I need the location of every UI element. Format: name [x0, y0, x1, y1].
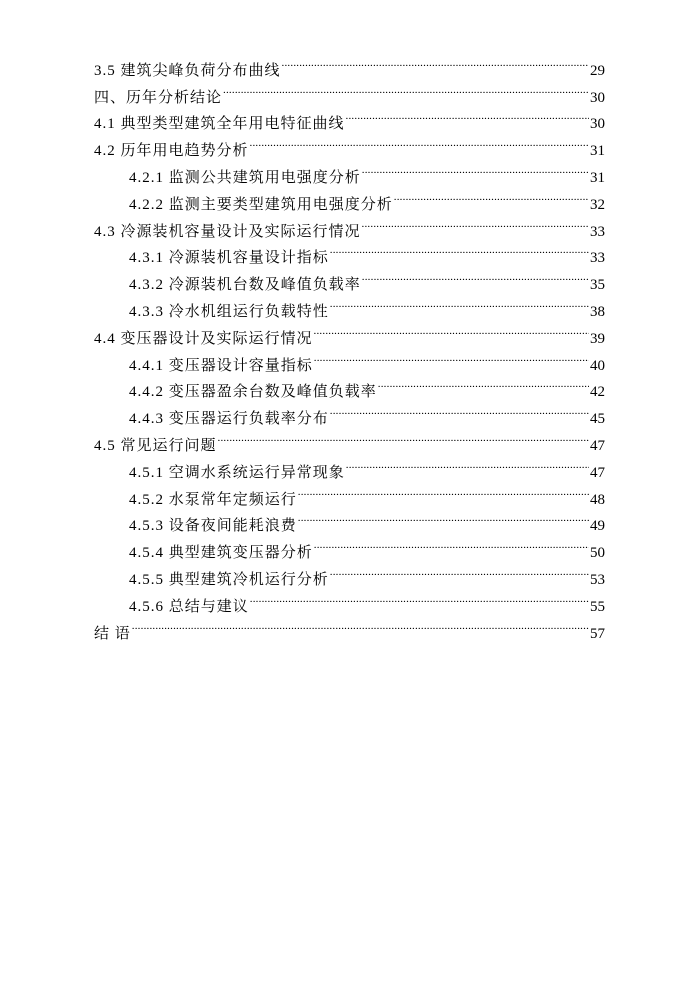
toc-entry-page: 47: [590, 437, 605, 454]
toc-entry-page: 57: [590, 625, 605, 642]
toc-entry-title: 4.3.2 冷源装机台数及峰值负载率: [129, 277, 361, 294]
toc-entry-title: 4.5.1 空调水系统运行异常现象: [129, 464, 345, 481]
toc-entry-page: 53: [590, 571, 605, 588]
toc-entry-title: 4.4.3 变压器运行负载率分布: [129, 411, 329, 428]
toc-entry-page: 29: [590, 62, 605, 79]
toc-entry-page: 45: [590, 411, 605, 428]
toc-dot-leader: [394, 182, 589, 209]
toc-entry[interactable]: [94, 611, 605, 642]
toc-entry-page: 33: [590, 250, 605, 267]
toc-dot-leader: [330, 289, 589, 316]
toc-entry-title: 4.3.1 冷源装机容量设计指标: [129, 250, 329, 267]
toc-entry-title: 4.2.2 监测主要类型建筑用电强度分析: [129, 196, 393, 213]
toc-entry-title: 4.5.4 典型建筑变压器分析: [129, 545, 313, 562]
toc-dot-leader: [298, 477, 589, 504]
toc-entry-title: 4.5 常见运行问题: [94, 437, 217, 454]
toc-dot-leader: [223, 75, 589, 102]
toc-entry-title: 4.5.6 总结与建议: [129, 598, 249, 615]
toc-dot-leader: [250, 128, 589, 155]
toc-entry-page: 38: [590, 303, 605, 320]
toc-entry-title: 4.5.5 典型建筑冷机运行分析: [129, 571, 329, 588]
toc-entry-title: 4.3 冷源装机容量设计及实际运行情况: [94, 223, 361, 240]
toc-entry-title: 3.5 建筑尖峰负荷分布曲线: [94, 62, 281, 79]
toc-entry-page: 32: [590, 196, 605, 213]
toc-dot-leader: [314, 343, 589, 370]
toc-entry-page: 55: [590, 598, 605, 615]
toc-dot-leader: [132, 611, 589, 638]
toc-entry-page: 50: [590, 545, 605, 562]
toc-entry-title: 4.3.3 冷水机组运行负载特性: [129, 303, 329, 320]
toc-entry-title: 4.1 典型类型建筑全年用电特征曲线: [94, 116, 345, 133]
toc-entry-page: 40: [590, 357, 605, 374]
toc-entry-page: 30: [590, 116, 605, 133]
toc-entry-title: 结 语: [94, 625, 131, 642]
toc-dot-leader: [282, 48, 589, 75]
toc-entry-page: 33: [590, 223, 605, 240]
toc-entry-title: 四、历年分析结论: [94, 89, 223, 106]
toc-dot-leader: [218, 423, 589, 450]
toc-entry-title: 4.4.2 变压器盈余台数及峰值负载率: [129, 384, 377, 401]
toc-entry-title: 4.5.2 水泵常年定频运行: [129, 491, 297, 508]
toc-entry-page: 31: [590, 143, 605, 160]
toc-dot-leader: [330, 557, 589, 584]
toc-dot-leader: [362, 155, 589, 182]
toc-entry-page: 47: [590, 464, 605, 481]
toc-dot-leader: [330, 396, 589, 423]
toc-entry-page: 48: [590, 491, 605, 508]
toc-entry-page: 49: [590, 518, 605, 535]
toc-dot-leader: [378, 370, 589, 397]
toc-entry-page: 35: [590, 277, 605, 294]
toc-dot-leader: [330, 236, 589, 263]
toc-entry-title: 4.2 历年用电趋势分析: [94, 143, 249, 160]
toc-dot-leader: [346, 450, 589, 477]
toc-dot-leader: [250, 584, 589, 611]
toc-entry-page: 30: [590, 89, 605, 106]
toc-dot-leader: [314, 316, 589, 343]
toc-dot-leader: [362, 209, 589, 236]
toc-entry-page: 39: [590, 330, 605, 347]
toc-entry-title: 4.4 变压器设计及实际运行情况: [94, 330, 313, 347]
toc-dot-leader: [362, 262, 589, 289]
table-of-contents: [94, 48, 605, 642]
toc-entry-page: 31: [590, 169, 605, 186]
toc-entry-title: 4.4.1 变压器设计容量指标: [129, 357, 313, 374]
toc-entry-title: 4.2.1 监测公共建筑用电强度分析: [129, 169, 361, 186]
toc-entry-title: 4.5.3 设备夜间能耗浪费: [129, 518, 297, 535]
toc-entry[interactable]: [94, 48, 605, 79]
toc-dot-leader: [314, 530, 589, 557]
toc-dot-leader: [346, 102, 589, 129]
toc-dot-leader: [298, 504, 589, 531]
toc-entry-page: 42: [590, 384, 605, 401]
